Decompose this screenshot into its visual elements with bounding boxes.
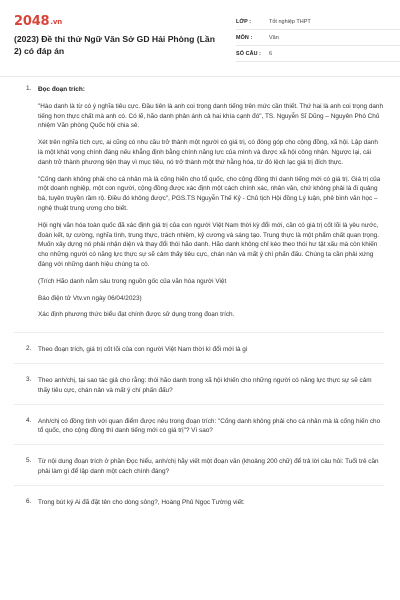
question-body [38, 85, 384, 320]
question-divider [14, 444, 384, 445]
question-2 [14, 345, 384, 355]
question-number: 2. [26, 345, 32, 353]
meta-info [236, 14, 400, 62]
question-divider [14, 485, 384, 486]
meta-row-subject [236, 30, 400, 46]
question-divider [14, 332, 384, 333]
header-divider [0, 76, 400, 77]
question-divider [14, 363, 384, 364]
passage-source-date: Báo điện tử Vtv.vn ngày 06/04/2023) [38, 294, 142, 302]
logo-text: 2048 [14, 14, 50, 29]
meta-row-count [236, 46, 400, 62]
question-number: 1. [26, 85, 32, 92]
question-text: Theo anh/chị, tại sao tác giả cho rằng: thói hão danh trong xã hội khiến cho những người có năng lực thực sự sẽ cảm thấy tiêu cực, chán nản và mất ý chí phấn đấu? [38, 376, 372, 394]
question-text: Từ nội dung đoạn trích ở phần Đọc hiểu, anh/chị hãy viết một đoạn văn (khoảng 200 chữ) để trả lời câu hỏi: Tuổi trẻ cần phải làm gì để lập danh một cách chính đáng? [38, 458, 379, 475]
question-text: Trong bút ký Ai đã đặt tên cho dòng sông?, Hoàng Phủ Ngọc Tường viết: [38, 498, 245, 506]
meta-label: MÔN : [236, 34, 253, 41]
question-4 [14, 417, 384, 437]
question-prompt: Xác định phương thức biểu đạt chính được sử dụng trong đoạn trích. [38, 311, 235, 319]
meta-value-subject: Văn [269, 34, 279, 41]
meta-row-class [236, 14, 400, 30]
question-6 [14, 498, 384, 508]
page-title: (2023) Đề thi thử Ngữ Văn Sở GD Hải Phòng (Lần 2) có đáp án [14, 34, 215, 56]
question-1 [14, 85, 384, 320]
passage-paragraph: Hội nghị văn hóa toàn quốc đã xác định giá trị của con người Việt Nam thời kỳ đổi mới, cần có giá trị cốt lõi là yêu nước, đoàn kết, tự cường, nghĩa tình, trung thực, trách nhiệm, kỷ cương và sáng tạo. Trung thực là một phẩm chất quan trọng. Muốn xây dựng nó phải nhận diện và thay đổi thói hão danh. Hão danh không chỉ kéo theo thói hư tật xấu mà còn khiến cho những người có năng lực thực sự sẽ cảm thấy tiêu cực, chán nản và mất ý chí phấn đấu. Chúng ta cần phải xứng đáng với những danh hiệu chúng ta có. [38, 221, 379, 268]
logo-suffix: .vn [50, 18, 62, 26]
passage-source: (Trích Hão danh nằm sâu trong nguồn gốc của văn hóa người Việt [38, 277, 227, 285]
meta-label: SỐ CÂU : [236, 50, 262, 57]
question-number: 6. [26, 497, 32, 505]
passage-paragraph: "Hào danh là từ có ý nghĩa tiêu cực. Đầu tiên là anh coi trọng danh tiếng trên mức cần thiết. Thứ hai là anh coi trọng danh tiếng hơn thực chất mà anh có. Có lẽ, hão danh phản ánh cả hai khía cạnh đó", TS. Nguyễn Sĩ Dũng – Nguyên Phó Chủ nhiệm Văn phòng Quốc hội chia sẻ. [38, 102, 384, 130]
meta-value-class: Tốt nghiệp THPT [269, 18, 311, 25]
question-number: 5. [26, 457, 32, 465]
meta-value-count: 6 [269, 50, 273, 57]
question-title: Đọc đoạn trích: [38, 86, 85, 93]
question-divider [14, 404, 384, 405]
header [14, 14, 386, 80]
meta-label: LỚP : [236, 18, 252, 25]
question-number: 3. [26, 375, 32, 383]
passage-paragraph: Xét trên nghĩa tích cực, ai cũng có nhu cầu trở thành một người có giá trị, có đóng góp cho cộng đồng, xã hội. Lập danh là một khát vọng chính đáng nếu khẳng định bằng chính năng lực của mình và được xã hội công nhận. Ngược lại, cái danh trở thành phương tiện thay vì mục tiêu, nó trở thành một thứ hằng hóa, từ đó lệch lạc giá trị đích thực. [38, 139, 378, 166]
question-5 [14, 457, 384, 477]
question-3 [14, 376, 384, 396]
question-text: Anh/chị có đồng tình với quan điểm được nêu trong đoạn trích: "Cống danh không phải cho cá nhân mà là cống hiến cho tổ quốc, cho cộng đồng thì danh tiếng mới có giá trị"? Vì sao? [38, 417, 381, 435]
question-list [14, 85, 384, 508]
question-number: 4. [26, 416, 32, 424]
passage-paragraph: "Cống danh không phải cho cá nhân mà là cống hiến cho tổ quốc, cho cộng đồng thì danh tiếng mới có giá trị. Giá trị của một doanh nghiệp, một con người, cộng đồng được xác định một cách chính xác, nhân văn, chứ không phải là đi quảng bá, tuyên truyền rầm rộ. Điều đó không được", PGS.TS Nguyễn Thế Kỷ - Chủ tịch Hội đồng Lý luận, phê bình văn học – nghệ thuật trung ương cho biết. [38, 175, 381, 212]
question-text: Theo đoạn trích, giá trị cốt lõi của con người Việt Nam thời kì đổi mới là gì [38, 346, 248, 354]
site-logo[interactable] [14, 14, 62, 29]
